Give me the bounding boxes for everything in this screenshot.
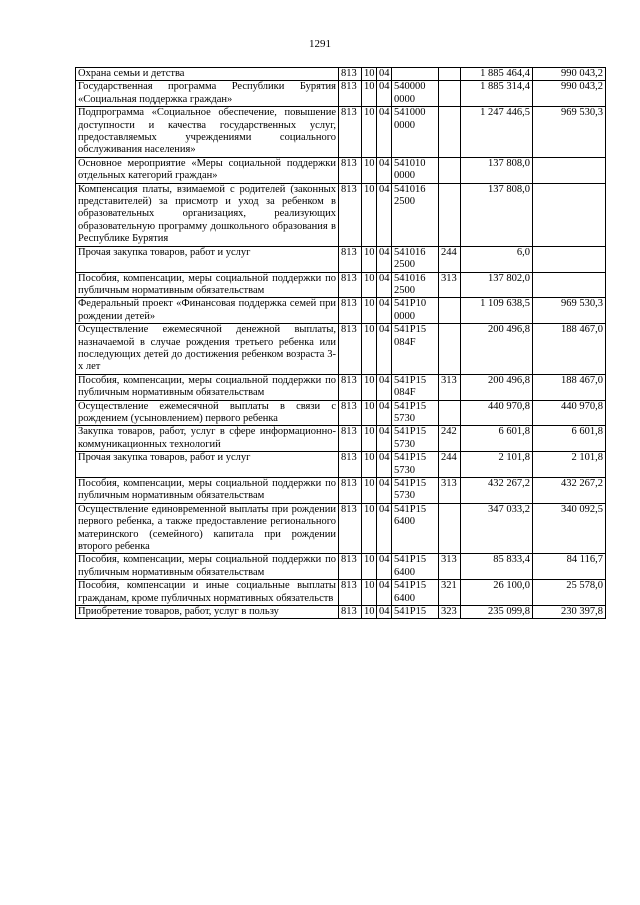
row-amount-2: 2 101,8: [533, 452, 606, 478]
row-name: Осуществление ежемесячной выплаты в связи с рождением (усыновлением) первого ребенка: [76, 400, 339, 426]
table-row: [76, 246, 606, 272]
row-amount-1: 137 808,0: [461, 183, 533, 246]
row-target-article: 541P15 5730: [392, 400, 439, 426]
row-subsection-code: 04: [377, 157, 392, 183]
row-expense-type: [439, 298, 461, 324]
table-row: [76, 606, 606, 619]
row-section-code: 10: [362, 68, 377, 81]
row-expense-type: 244: [439, 452, 461, 478]
row-grbs-code: 813: [339, 606, 362, 619]
row-target-article: 541P15 5730: [392, 478, 439, 504]
row-subsection-code: 04: [377, 81, 392, 107]
table-row: [76, 298, 606, 324]
table-row: [76, 324, 606, 375]
row-grbs-code: 813: [339, 298, 362, 324]
row-amount-1: 347 033,2: [461, 503, 533, 554]
row-amount-1: 440 970,8: [461, 400, 533, 426]
row-section-code: 10: [362, 478, 377, 504]
table-row: [76, 580, 606, 606]
row-target-article: 541016 2500: [392, 272, 439, 298]
row-subsection-code: 04: [377, 107, 392, 158]
row-target-article: 541P15 5730: [392, 426, 439, 452]
row-section-code: 10: [362, 107, 377, 158]
row-target-article: 541P15 6400: [392, 554, 439, 580]
row-target-article: 541P15 084F: [392, 324, 439, 375]
table-row: [76, 478, 606, 504]
table-row: [76, 426, 606, 452]
row-expense-type: 242: [439, 426, 461, 452]
row-name: Основное мероприятие «Меры социальной поддержки отдельных категорий граждан»: [76, 157, 339, 183]
row-amount-1: 200 496,8: [461, 324, 533, 375]
row-name: Приобретение товаров, работ, услуг в пользу: [76, 606, 339, 619]
row-amount-1: 26 100,0: [461, 580, 533, 606]
row-expense-type: [439, 324, 461, 375]
row-grbs-code: 813: [339, 183, 362, 246]
row-subsection-code: 04: [377, 580, 392, 606]
row-amount-1: 2 101,8: [461, 452, 533, 478]
row-grbs-code: 813: [339, 580, 362, 606]
row-section-code: 10: [362, 503, 377, 554]
row-amount-2: [533, 157, 606, 183]
row-grbs-code: 813: [339, 68, 362, 81]
row-amount-2: [533, 183, 606, 246]
row-amount-2: 188 467,0: [533, 324, 606, 375]
row-expense-type: 323: [439, 606, 461, 619]
row-subsection-code: 04: [377, 246, 392, 272]
row-amount-1: 137 808,0: [461, 157, 533, 183]
table-row: [76, 68, 606, 81]
row-target-article: 541P15 6400: [392, 503, 439, 554]
row-grbs-code: 813: [339, 554, 362, 580]
row-target-article: [392, 68, 439, 81]
row-name: Закупка товаров, работ, услуг в сфере информационно-коммуникационных технологий: [76, 426, 339, 452]
row-amount-2: 440 970,8: [533, 400, 606, 426]
row-section-code: 10: [362, 272, 377, 298]
row-amount-2: 6 601,8: [533, 426, 606, 452]
row-amount-1: 1 885 464,4: [461, 68, 533, 81]
row-grbs-code: 813: [339, 157, 362, 183]
row-section-code: 10: [362, 452, 377, 478]
page-number: 1291: [309, 38, 331, 50]
row-section-code: 10: [362, 374, 377, 400]
row-target-article: 541016 2500: [392, 183, 439, 246]
row-amount-2: 188 467,0: [533, 374, 606, 400]
row-subsection-code: 04: [377, 452, 392, 478]
row-amount-2: 25 578,0: [533, 580, 606, 606]
row-amount-2: 990 043,2: [533, 68, 606, 81]
row-section-code: 10: [362, 400, 377, 426]
row-target-article: 540000 0000: [392, 81, 439, 107]
row-grbs-code: 813: [339, 426, 362, 452]
row-grbs-code: 813: [339, 452, 362, 478]
row-amount-1: 85 833,4: [461, 554, 533, 580]
row-section-code: 10: [362, 183, 377, 246]
row-name: Подпрограмма «Социальное обеспечение, повышение доступности и качества государственных услуг, предоставляемых учреждениями социального обслуживания населения»: [76, 107, 339, 158]
row-section-code: 10: [362, 157, 377, 183]
row-subsection-code: 04: [377, 298, 392, 324]
row-grbs-code: 813: [339, 324, 362, 375]
row-amount-1: 1 247 446,5: [461, 107, 533, 158]
row-expense-type: 313: [439, 374, 461, 400]
row-amount-2: 340 092,5: [533, 503, 606, 554]
row-amount-1: 235 099,8: [461, 606, 533, 619]
table-row: [76, 503, 606, 554]
row-amount-1: 137 802,0: [461, 272, 533, 298]
row-expense-type: [439, 503, 461, 554]
row-amount-2: 230 397,8: [533, 606, 606, 619]
row-target-article: 541P15 6400: [392, 580, 439, 606]
row-target-article: 541P15 5730: [392, 452, 439, 478]
budget-table: [75, 67, 606, 619]
row-subsection-code: 04: [377, 68, 392, 81]
row-expense-type: 321: [439, 580, 461, 606]
row-subsection-code: 04: [377, 478, 392, 504]
row-target-article: 541016 2500: [392, 246, 439, 272]
row-grbs-code: 813: [339, 81, 362, 107]
row-amount-1: 200 496,8: [461, 374, 533, 400]
row-amount-1: 1 109 638,5: [461, 298, 533, 324]
row-name: Осуществление единовременной выплаты при рождении первого ребенка, а также предоставление регионального материнского (семейного) капитала при рождении второго ребенка: [76, 503, 339, 554]
table-row: [76, 157, 606, 183]
row-grbs-code: 813: [339, 374, 362, 400]
row-name: Прочая закупка товаров, работ и услуг: [76, 246, 339, 272]
row-expense-type: 313: [439, 478, 461, 504]
row-section-code: 10: [362, 324, 377, 375]
row-expense-type: [439, 68, 461, 81]
row-expense-type: 313: [439, 554, 461, 580]
row-amount-1: 1 885 314,4: [461, 81, 533, 107]
row-expense-type: [439, 183, 461, 246]
row-name: Охрана семьи и детства: [76, 68, 339, 81]
row-target-article: 541P10 0000: [392, 298, 439, 324]
table-row: [76, 183, 606, 246]
row-name: Пособия, компенсации и иные социальные выплаты гражданам, кроме публичных нормативных обязательств: [76, 580, 339, 606]
row-amount-2: 432 267,2: [533, 478, 606, 504]
row-amount-2: 969 530,3: [533, 107, 606, 158]
row-section-code: 10: [362, 580, 377, 606]
row-name: Компенсация платы, взимаемой с родителей (законных представителей) за присмотр и уход за ребенком в образовательных организациях, реализующих образовательную программу дошкольного образования в Республике Бурятия: [76, 183, 339, 246]
row-name: Пособия, компенсации, меры социальной поддержки по публичным нормативным обязательствам: [76, 554, 339, 580]
row-grbs-code: 813: [339, 478, 362, 504]
row-subsection-code: 04: [377, 426, 392, 452]
row-subsection-code: 04: [377, 324, 392, 375]
row-subsection-code: 04: [377, 503, 392, 554]
row-target-article: 541000 0000: [392, 107, 439, 158]
row-amount-1: 6 601,8: [461, 426, 533, 452]
row-target-article: 541P15: [392, 606, 439, 619]
row-grbs-code: 813: [339, 503, 362, 554]
row-amount-2: 84 116,7: [533, 554, 606, 580]
row-subsection-code: 04: [377, 272, 392, 298]
row-amount-1: 6,0: [461, 246, 533, 272]
table-row: [76, 107, 606, 158]
table-row: [76, 272, 606, 298]
row-section-code: 10: [362, 246, 377, 272]
row-name: Прочая закупка товаров, работ и услуг: [76, 452, 339, 478]
row-subsection-code: 04: [377, 183, 392, 246]
table-row: [76, 374, 606, 400]
row-expense-type: [439, 157, 461, 183]
row-subsection-code: 04: [377, 554, 392, 580]
row-name: Пособия, компенсации, меры социальной поддержки по публичным нормативным обязательствам: [76, 272, 339, 298]
row-name: Осуществление ежемесячной денежной выплаты, назначаемой в случае рождения третьего ребенка или последующих детей до достижения ребенком возраста 3-х лет: [76, 324, 339, 375]
row-section-code: 10: [362, 81, 377, 107]
table-row: [76, 81, 606, 107]
row-section-code: 10: [362, 554, 377, 580]
row-amount-2: [533, 272, 606, 298]
table-body: [76, 68, 606, 619]
row-target-article: 541P15 084F: [392, 374, 439, 400]
row-expense-type: 244: [439, 246, 461, 272]
table-row: [76, 400, 606, 426]
row-name: Государственная программа Республики Бурятия «Социальная поддержка граждан»: [76, 81, 339, 107]
row-amount-2: 990 043,2: [533, 81, 606, 107]
row-grbs-code: 813: [339, 107, 362, 158]
row-amount-2: 969 530,3: [533, 298, 606, 324]
row-grbs-code: 813: [339, 272, 362, 298]
row-expense-type: [439, 107, 461, 158]
row-name: Федеральный проект «Финансовая поддержка семей при рождении детей»: [76, 298, 339, 324]
table-row: [76, 452, 606, 478]
row-amount-2: [533, 246, 606, 272]
row-grbs-code: 813: [339, 400, 362, 426]
row-section-code: 10: [362, 606, 377, 619]
row-subsection-code: 04: [377, 400, 392, 426]
table-row: [76, 554, 606, 580]
row-subsection-code: 04: [377, 374, 392, 400]
row-name: Пособия, компенсации, меры социальной поддержки по публичным нормативным обязательствам: [76, 374, 339, 400]
row-name: Пособия, компенсации, меры социальной поддержки по публичным нормативным обязательствам: [76, 478, 339, 504]
row-subsection-code: 04: [377, 606, 392, 619]
row-target-article: 541010 0000: [392, 157, 439, 183]
row-grbs-code: 813: [339, 246, 362, 272]
row-expense-type: [439, 81, 461, 107]
row-amount-1: 432 267,2: [461, 478, 533, 504]
row-section-code: 10: [362, 426, 377, 452]
row-section-code: 10: [362, 298, 377, 324]
row-expense-type: [439, 400, 461, 426]
row-expense-type: 313: [439, 272, 461, 298]
